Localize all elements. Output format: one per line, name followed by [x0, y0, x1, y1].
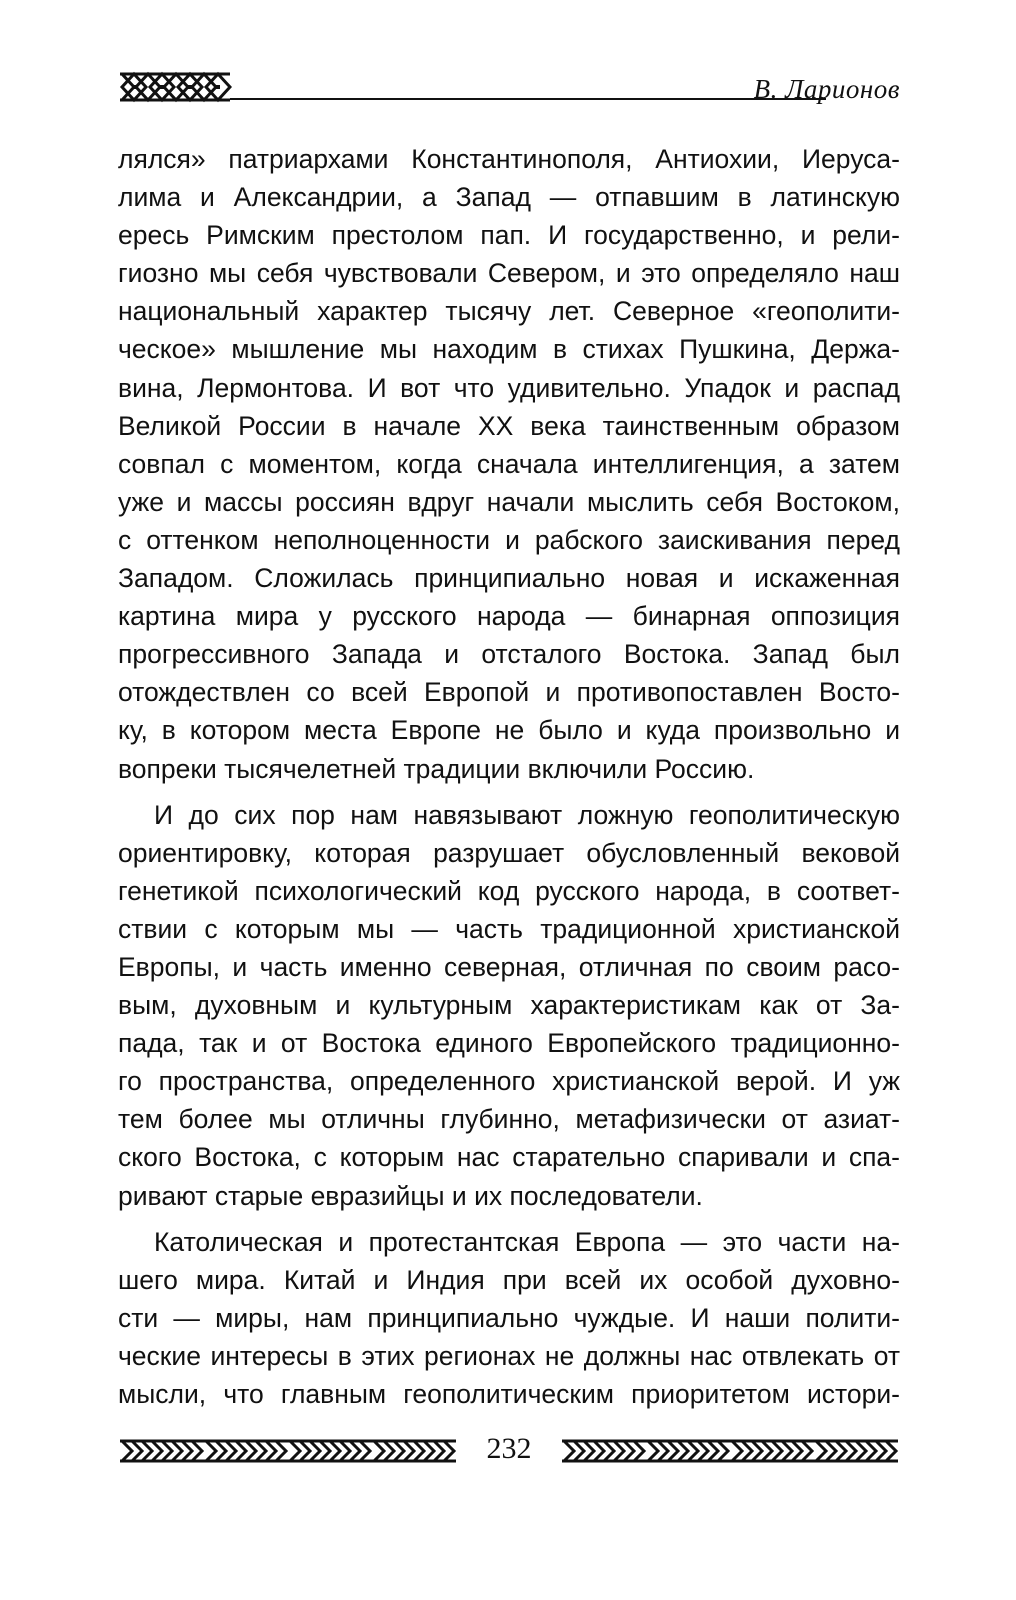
footer-ornament-left-icon: [118, 1438, 458, 1464]
running-head-author: В. Ларионов: [753, 74, 900, 104]
text-line: национальный характер тысячу лет. Северное «геополити-: [118, 296, 900, 327]
text-line: ского Востока, с которым нас старательно спаривали и спа-: [118, 1142, 900, 1173]
text-line: прогрессивного Запада и отсталого Востока. Запад был: [118, 639, 900, 670]
text-line: го пространства, определенного христианской верой. И уж: [118, 1066, 900, 1097]
text-line: отождествлен со всей Европой и противопоставлен Восто-: [118, 677, 900, 708]
body-text: [118, 140, 900, 1413]
text-line: вопреки тысячелетней традиции включили Россию.: [118, 753, 755, 784]
header-rule: [230, 98, 826, 100]
text-line: ку, в котором места Европе не было и куда произвольно и: [118, 715, 900, 746]
text-line: шего мира. Китай и Индия при всей их особой духовно-: [118, 1264, 900, 1295]
text-line: генетикой психологический код русского народа, в соответ-: [118, 875, 900, 906]
text-line: ривают старые евразийцы и их последователи.: [118, 1180, 703, 1211]
text-line: ориентировку, которая разрушает обусловленный вековой: [118, 837, 900, 868]
paragraph: [118, 1223, 900, 1413]
text-line: ствии с которым мы — часть традиционной христианской: [118, 913, 900, 944]
paragraph: [118, 140, 900, 788]
text-line: картина мира у русского народа — бинарная оппозиция: [118, 601, 900, 632]
paragraph-gap: [118, 788, 900, 796]
text-line: Европы, и часть именно северная, отличная по своим расо-: [118, 951, 900, 982]
text-line: гиозно мы себя чувствовали Севером, и это определяло наш: [118, 258, 900, 289]
text-line: лима и Александрии, а Запад — отпавшим в латинскую: [118, 182, 900, 213]
text-line: сти — миры, нам принципиально чуждые. И наши полити-: [118, 1302, 900, 1333]
text-line: пада, так и от Востока единого Европейского традиционно-: [118, 1028, 900, 1059]
text-line: ересь Римским престолом пап. И государственно, и рели-: [118, 220, 900, 251]
page-footer: [118, 1432, 900, 1472]
text-line: Великой России в начале XX века таинственным образом: [118, 410, 900, 441]
page-header: [118, 68, 900, 112]
text-line: лялся» патриархами Константинополя, Антиохии, Иеруса-: [118, 144, 900, 174]
text-line: Западом. Сложилась принципиально новая и искаженная: [118, 563, 900, 594]
text-line: ческое» мышление мы находим в стихах Пушкина, Держа-: [118, 334, 900, 365]
paragraph: [118, 796, 900, 1215]
text-line: ческие интересы в этих регионах не должны нас отвлекать от: [118, 1340, 900, 1371]
page-number: 232: [486, 1432, 532, 1465]
text-line: вым, духовным и культурным характеристикам как от За-: [118, 990, 900, 1021]
text-line: мысли, что главным геополитическим приоритетом истори-: [118, 1379, 900, 1409]
footer-ornament-right-icon: [560, 1438, 900, 1464]
text-line: уже и массы россиян вдруг начали мыслить себя Востоком,: [118, 486, 900, 517]
text-line: вина, Лермонтова. И вот что удивительно. Упадок и распад: [118, 372, 900, 403]
text-line: тем более мы отличны глубинно, метафизически от азиат-: [118, 1104, 900, 1135]
text-line: совпал с моментом, когда сначала интеллигенция, а затем: [118, 448, 900, 479]
text-line: с оттенком неполноценности и рабского заискивания перед: [118, 524, 900, 555]
paragraph-gap: [118, 1215, 900, 1223]
text-line: И до сих пор нам навязывают ложную геополитическую: [154, 799, 900, 830]
text-line: Католическая и протестантская Европа — это части на-: [154, 1226, 900, 1257]
header-ornament-icon: [118, 70, 232, 104]
